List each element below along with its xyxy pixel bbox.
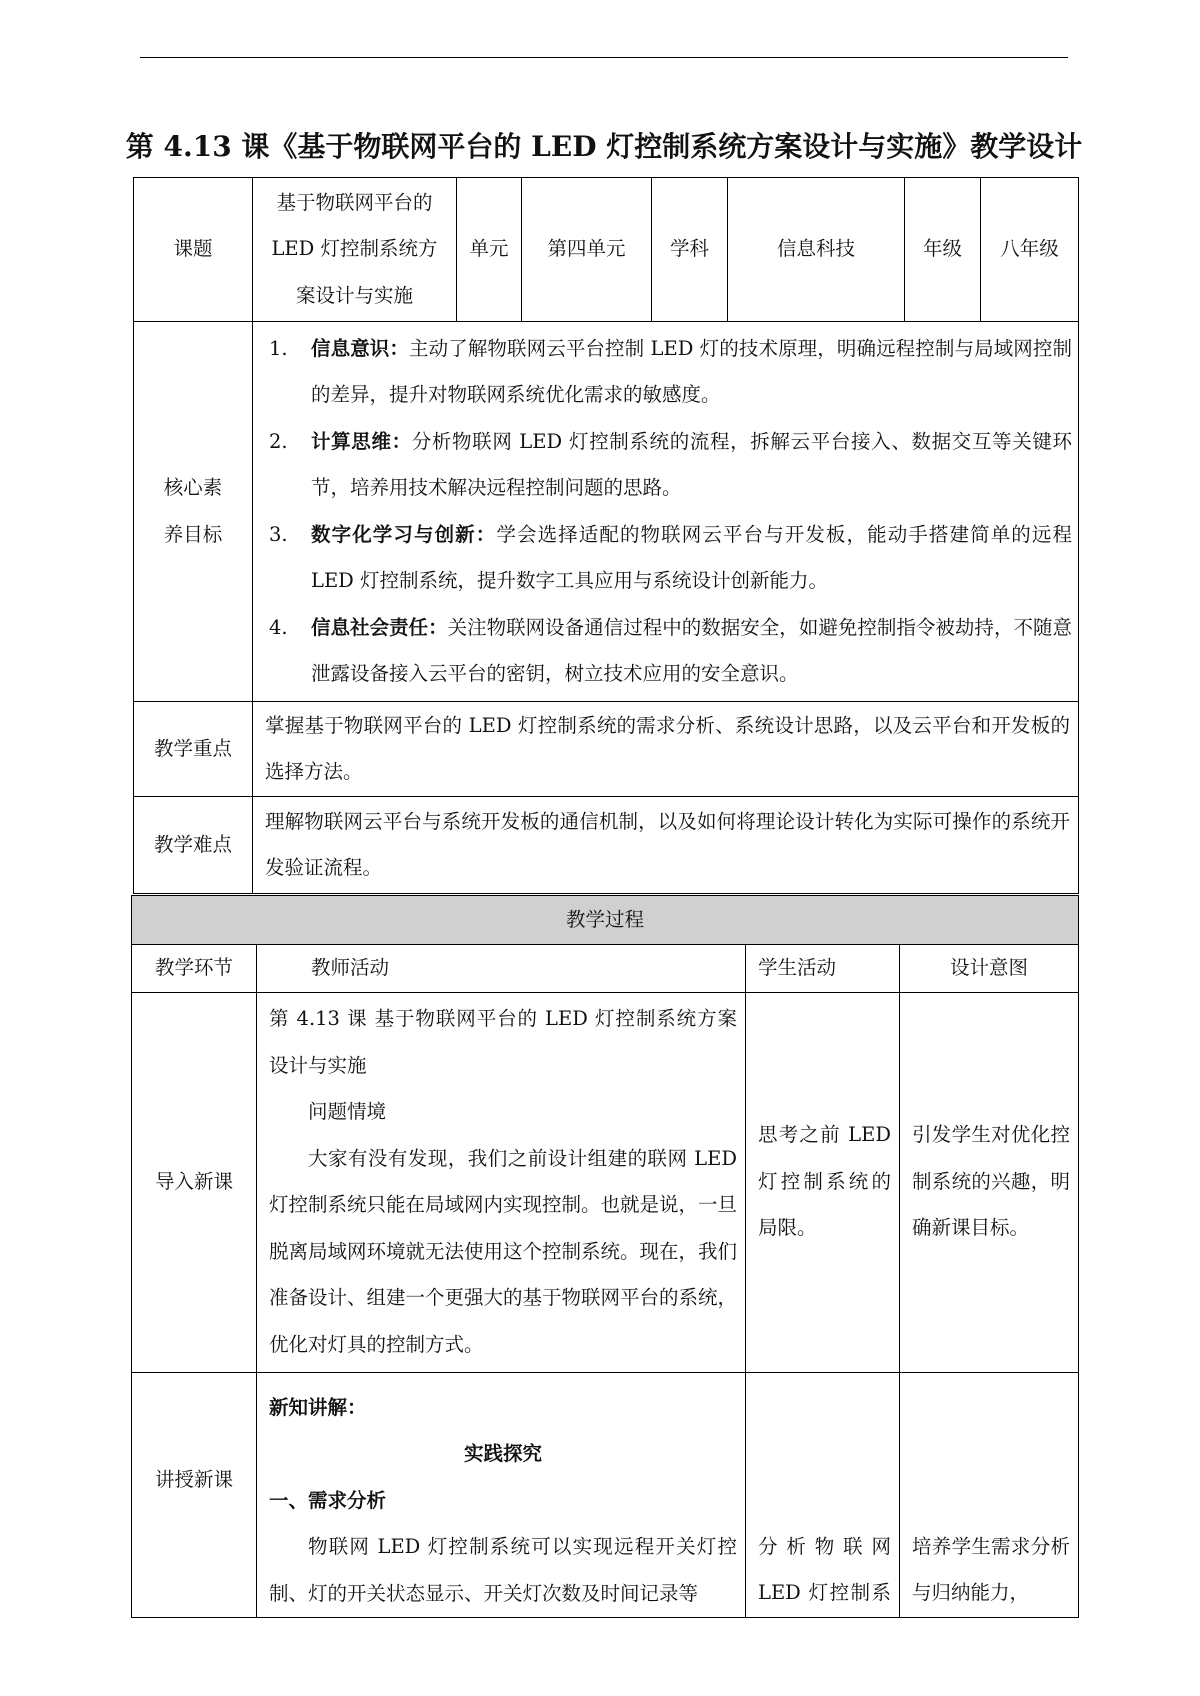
goal-text: 学会选择适配的物联网云平台与开发板，能动手搭建简单的远程 LED 灯控制系统，提升数字工具应用与系统设计创新能力。 bbox=[311, 522, 1072, 592]
header-rule bbox=[140, 57, 1068, 58]
key-point-label: 教学重点 bbox=[134, 702, 253, 797]
goal-item bbox=[253, 326, 1078, 419]
goal-text: 主动了解物联网云平台控制 LED 灯的技术原理，明确远程控制与局域网控制的差异，提升对物联网系统优化需求的敏感度。 bbox=[311, 336, 1072, 406]
goal-item bbox=[253, 605, 1078, 698]
stage-intro: 导入新课 bbox=[132, 992, 257, 1372]
scenario-text: 大家有没有发现，我们之前设计组建的联网 LED 灯控制系统只能在局域网内实现控制。也就是说，一旦脱离局域网环境就无法使用这个控制系统。现在，我们准备设计、组建一个更强大的基于物联网平台的系统，优化对灯具的控制方式。 bbox=[269, 1146, 738, 1356]
practice-heading: 实践探究 bbox=[463, 1442, 542, 1465]
page-title: 第 4.13 课《基于物联网平台的 LED 灯控制系统方案设计与实施》教学设计 bbox=[125, 130, 1083, 163]
unit-value: 第四单元 bbox=[522, 178, 652, 322]
header-stage: 教学环节 bbox=[132, 945, 257, 993]
key-point-text: 掌握基于物联网平台的 LED 灯控制系统的需求分析、系统设计思路，以及云平台和开发板的选择方法。 bbox=[253, 702, 1079, 797]
design-intent-lecture: 培养学生需求分析与归纳能力， bbox=[900, 1372, 1079, 1618]
process-banner: 教学过程 bbox=[132, 896, 1079, 945]
lesson-info-table bbox=[133, 177, 1079, 894]
section-text: 物联网 LED 灯控制系统可以实现远程开关灯控制、灯的开关状态显示、开关灯次数及时间记录等 bbox=[269, 1535, 737, 1605]
goal-title: 计算思维： bbox=[311, 429, 412, 453]
unit-label: 单元 bbox=[457, 178, 522, 322]
course-value: 基于物联网平台的 LED 灯控制系统方 案设计与实施 bbox=[253, 178, 457, 322]
header-intent: 设计意图 bbox=[900, 945, 1079, 993]
goal-item bbox=[253, 512, 1078, 605]
grade-value: 八年级 bbox=[981, 178, 1079, 322]
new-knowledge-heading: 新知讲解： bbox=[269, 1395, 367, 1419]
goal-number: 4. bbox=[269, 615, 288, 639]
stage-lecture: 讲授新课 bbox=[132, 1372, 257, 1618]
course-label: 课题 bbox=[134, 178, 253, 322]
goal-number: 1. bbox=[269, 336, 288, 360]
subject-label: 学科 bbox=[652, 178, 728, 322]
header-student: 学生活动 bbox=[746, 945, 900, 993]
goal-text: 分析物联网 LED 灯控制系统的流程，拆解云平台接入、数据交互等关键环节，培养用技术解决远程控制问题的思路。 bbox=[311, 429, 1072, 499]
header-teacher: 教师活动 bbox=[257, 945, 746, 993]
student-activity-lecture: 分析物联网 LED 灯控制系 bbox=[746, 1372, 900, 1618]
goals-list bbox=[253, 322, 1079, 702]
subject-value: 信息科技 bbox=[728, 178, 905, 322]
scenario-heading: 问题情境 bbox=[308, 1100, 387, 1123]
teaching-process-table bbox=[131, 895, 1079, 1618]
difficult-point-text: 理解物联网云平台与系统开发板的通信机制，以及如何将理论设计转化为实际可操作的系统开发验证流程。 bbox=[253, 797, 1079, 894]
goals-label: 核心素 养目标 bbox=[134, 322, 253, 702]
teacher-activity-intro bbox=[257, 992, 746, 1372]
section-heading: 一、需求分析 bbox=[269, 1488, 387, 1512]
goal-number: 2. bbox=[269, 429, 288, 453]
grade-label: 年级 bbox=[905, 178, 981, 322]
goal-title: 数字化学习与创新： bbox=[311, 522, 497, 546]
design-intent-intro: 引发学生对优化控制系统的兴趣，明确新课目标。 bbox=[900, 992, 1079, 1372]
goal-title: 信息意识： bbox=[311, 336, 410, 360]
goal-number: 3. bbox=[269, 522, 288, 546]
goal-title: 信息社会责任： bbox=[311, 615, 448, 639]
lesson-heading: 第 4.13 课 基于物联网平台的 LED 灯控制系统方案设计与实施 bbox=[269, 1007, 737, 1077]
difficult-point-label: 教学难点 bbox=[134, 797, 253, 894]
goal-text: 关注物联网设备通信过程中的数据安全，如避免控制指令被劫持，不随意泄露设备接入云平台的密钥，树立技术应用的安全意识。 bbox=[311, 615, 1072, 685]
goal-item bbox=[253, 419, 1078, 512]
teacher-activity-lecture bbox=[257, 1372, 746, 1618]
student-activity-intro: 思考之前 LED 灯控制系统的局限。 bbox=[746, 992, 900, 1372]
